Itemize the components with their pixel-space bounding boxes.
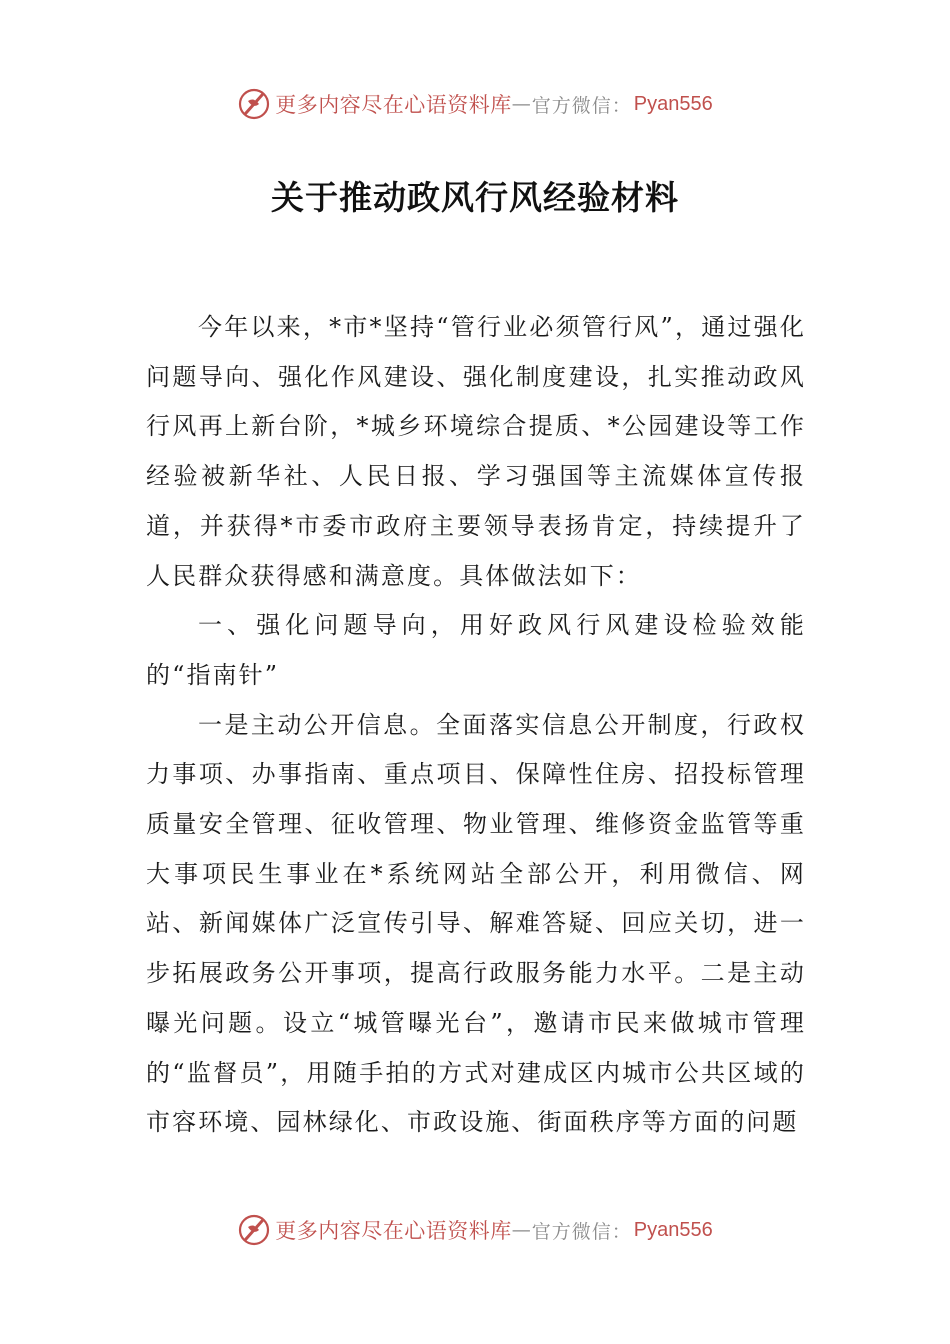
section-heading-1: 一、强化问题导向，用好政风行风建设检验效能的“指南针” [146, 611, 806, 689]
watermark-contact-id: Pyan556 [633, 1218, 713, 1241]
watermark-contact-label: 官方微信： [531, 94, 632, 117]
watermark-dash: — [511, 1219, 532, 1241]
watermark-dash: — [511, 93, 532, 115]
document-body [146, 303, 806, 1148]
watermark-contact-id: Pyan556 [633, 92, 713, 115]
body-paragraph-section-1: 一是主动公开信息。全面落实信息公开制度，行政权力事项、办事指南、重点项目、保障性住房、招投标管理质量安全管理、征收管理、物业管理、维修资金监管等重大事项民生事业在*系统网站全部公开，利用微信、网站、新闻媒体广泛宣传引导、解难答疑、回应关切，进一步拓展政务公开事项，提高行政服务能力水平。二是主动曝光问题。设立“城管曝光台”，邀请市民来做城市管理的“监督员”，用随手拍的方式对建成区内城市公共区域的市容环境、园林绿化、市政设施、街面秩序等方面的问题 [146, 710, 806, 1137]
pen-logo-icon [237, 1213, 271, 1247]
watermark-text: 更多内容尽在心语资料库 [275, 93, 512, 117]
watermark-contact-label: 官方微信： [531, 1220, 632, 1243]
watermark-text: 更多内容尽在心语资料库 [275, 1219, 512, 1243]
header-watermark-banner [0, 84, 950, 124]
pen-logo-icon [237, 87, 271, 121]
document-title: 关于推动政风行风经验材料 [271, 178, 679, 217]
footer-watermark-banner [0, 1210, 950, 1250]
body-paragraph-intro: 今年以来，*市*坚持“管行业必须管行风”，通过强化问题导向、强化作风建设、强化制度建设，扎实推动政风行风再上新台阶，*城乡环境综合提质、*公园建设等工作经验被新华社、人民日报、学习强国等主流媒体宣传报道，并获得*市委市政府主要领导表扬肯定，持续提升了人民群众获得感和满意度。具体做法如下： [146, 313, 806, 590]
